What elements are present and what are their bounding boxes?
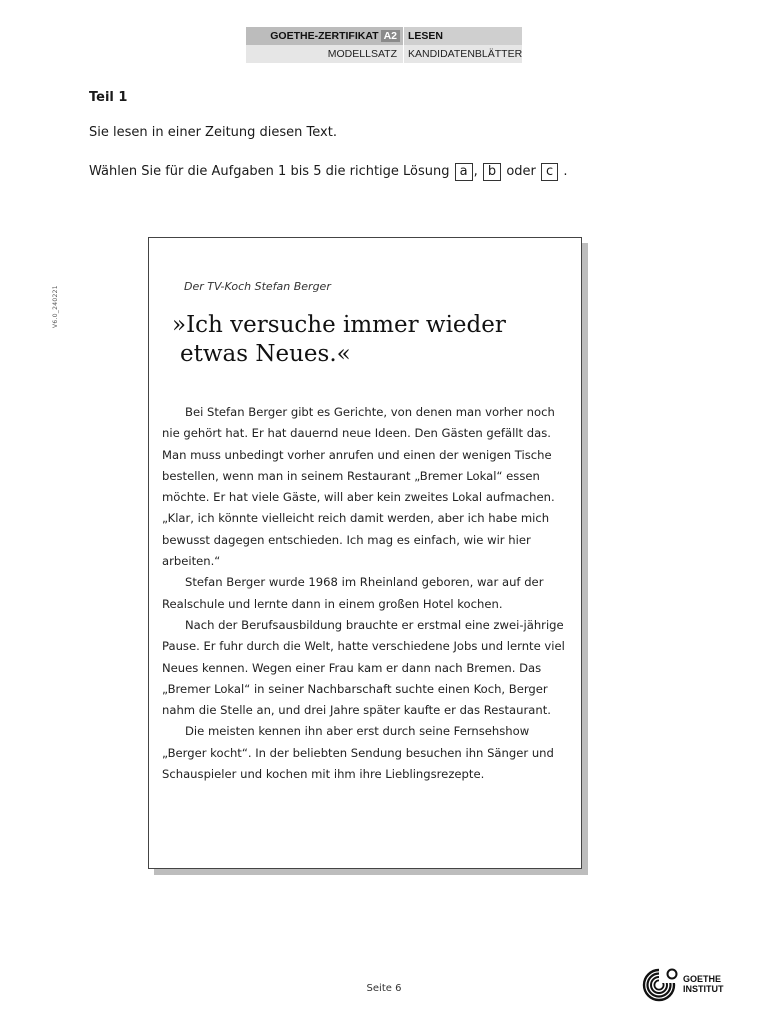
article-paragraph: Die meisten kennen ihn aber erst durch seine Fernsehshow „Berger kocht“. In der beliebten Sendung besuchen ihn Sänger und Schauspieler und kochen mit ihm ihre Lieblingsrezepte. <box>162 724 554 782</box>
article-paragraph: Stefan Berger wurde 1968 im Rheinland geboren, war auf der Realschule und lernte dann in einem großen Hotel kochen. <box>162 575 544 611</box>
option-a-box: a <box>455 163 473 181</box>
article-paragraph: Bei Stefan Berger gibt es Gerichte, von denen man vorher noch nie gehört hat. Er hat dauernd neue Ideen. Den Gästen gefällt das. Man muss unbedingt vorher anrufen und einen der wenigen Tische bestellen, wenn man in seinem Restaurant „Bremer Lokal“ essen möchte. Er hat viele Gäste, will aber kein zweites Lokal aufmachen. „Klar, ich könnte vielleicht reich damit werden, aber ich habe mich bewusst dagegen entschieden. Ich mag es einfach, wie wir hier arbeiten.“ <box>162 405 555 569</box>
intro-text: Sie lesen in einer Zeitung diesen Text. <box>89 125 337 140</box>
headline-line-1: »Ich versuche immer wieder <box>172 312 506 338</box>
task-oder: oder <box>506 164 536 179</box>
logo-wordmark <box>683 974 724 994</box>
article-subtitle: Der TV-Koch Stefan Berger <box>184 280 331 293</box>
page-number: Seite 6 <box>366 983 402 994</box>
headline-line-2: etwas Neues.« <box>180 341 351 367</box>
option-b-box: b <box>483 163 501 181</box>
part-title: Teil 1 <box>89 90 128 105</box>
task-end: . <box>563 164 568 179</box>
level-badge: A2 <box>381 30 400 42</box>
task-text: Wählen Sie für die Aufgaben 1 bis 5 die richtige Lösung <box>89 164 450 179</box>
exam-title: GOETHE-ZERTIFIKAT A2 <box>246 27 403 45</box>
article-paragraph: Nach der Berufsausbildung brauchte er erstmal eine zwei-jährige Pause. Er fuhr durch die Welt, hatte verschiedene Jobs und lernte viel Neues kennen. Wegen einer Frau kam er dann nach Bremen. Das „Bremer Lokal“ in seiner Nachbarschaft suchte einen Koch, Berger nahm die Stelle an, und drei Jahre später kaufte er das Restaurant. <box>162 617 565 718</box>
set-name: MODELLSATZ <box>246 45 403 63</box>
article-body <box>162 402 572 785</box>
logo-text-1: GOETHE <box>683 974 722 984</box>
task-separator: , <box>473 164 478 179</box>
version-code: V6.0_240221 <box>52 285 59 328</box>
exam-header <box>246 27 522 63</box>
task-instruction <box>89 163 567 181</box>
article-headline <box>172 311 552 369</box>
logo-text-2: INSTITUT <box>683 984 724 994</box>
section-name: LESEN <box>404 27 522 45</box>
sheet-name: KANDIDATENBLÄTTER <box>404 45 522 63</box>
option-c-box: c <box>541 163 558 181</box>
